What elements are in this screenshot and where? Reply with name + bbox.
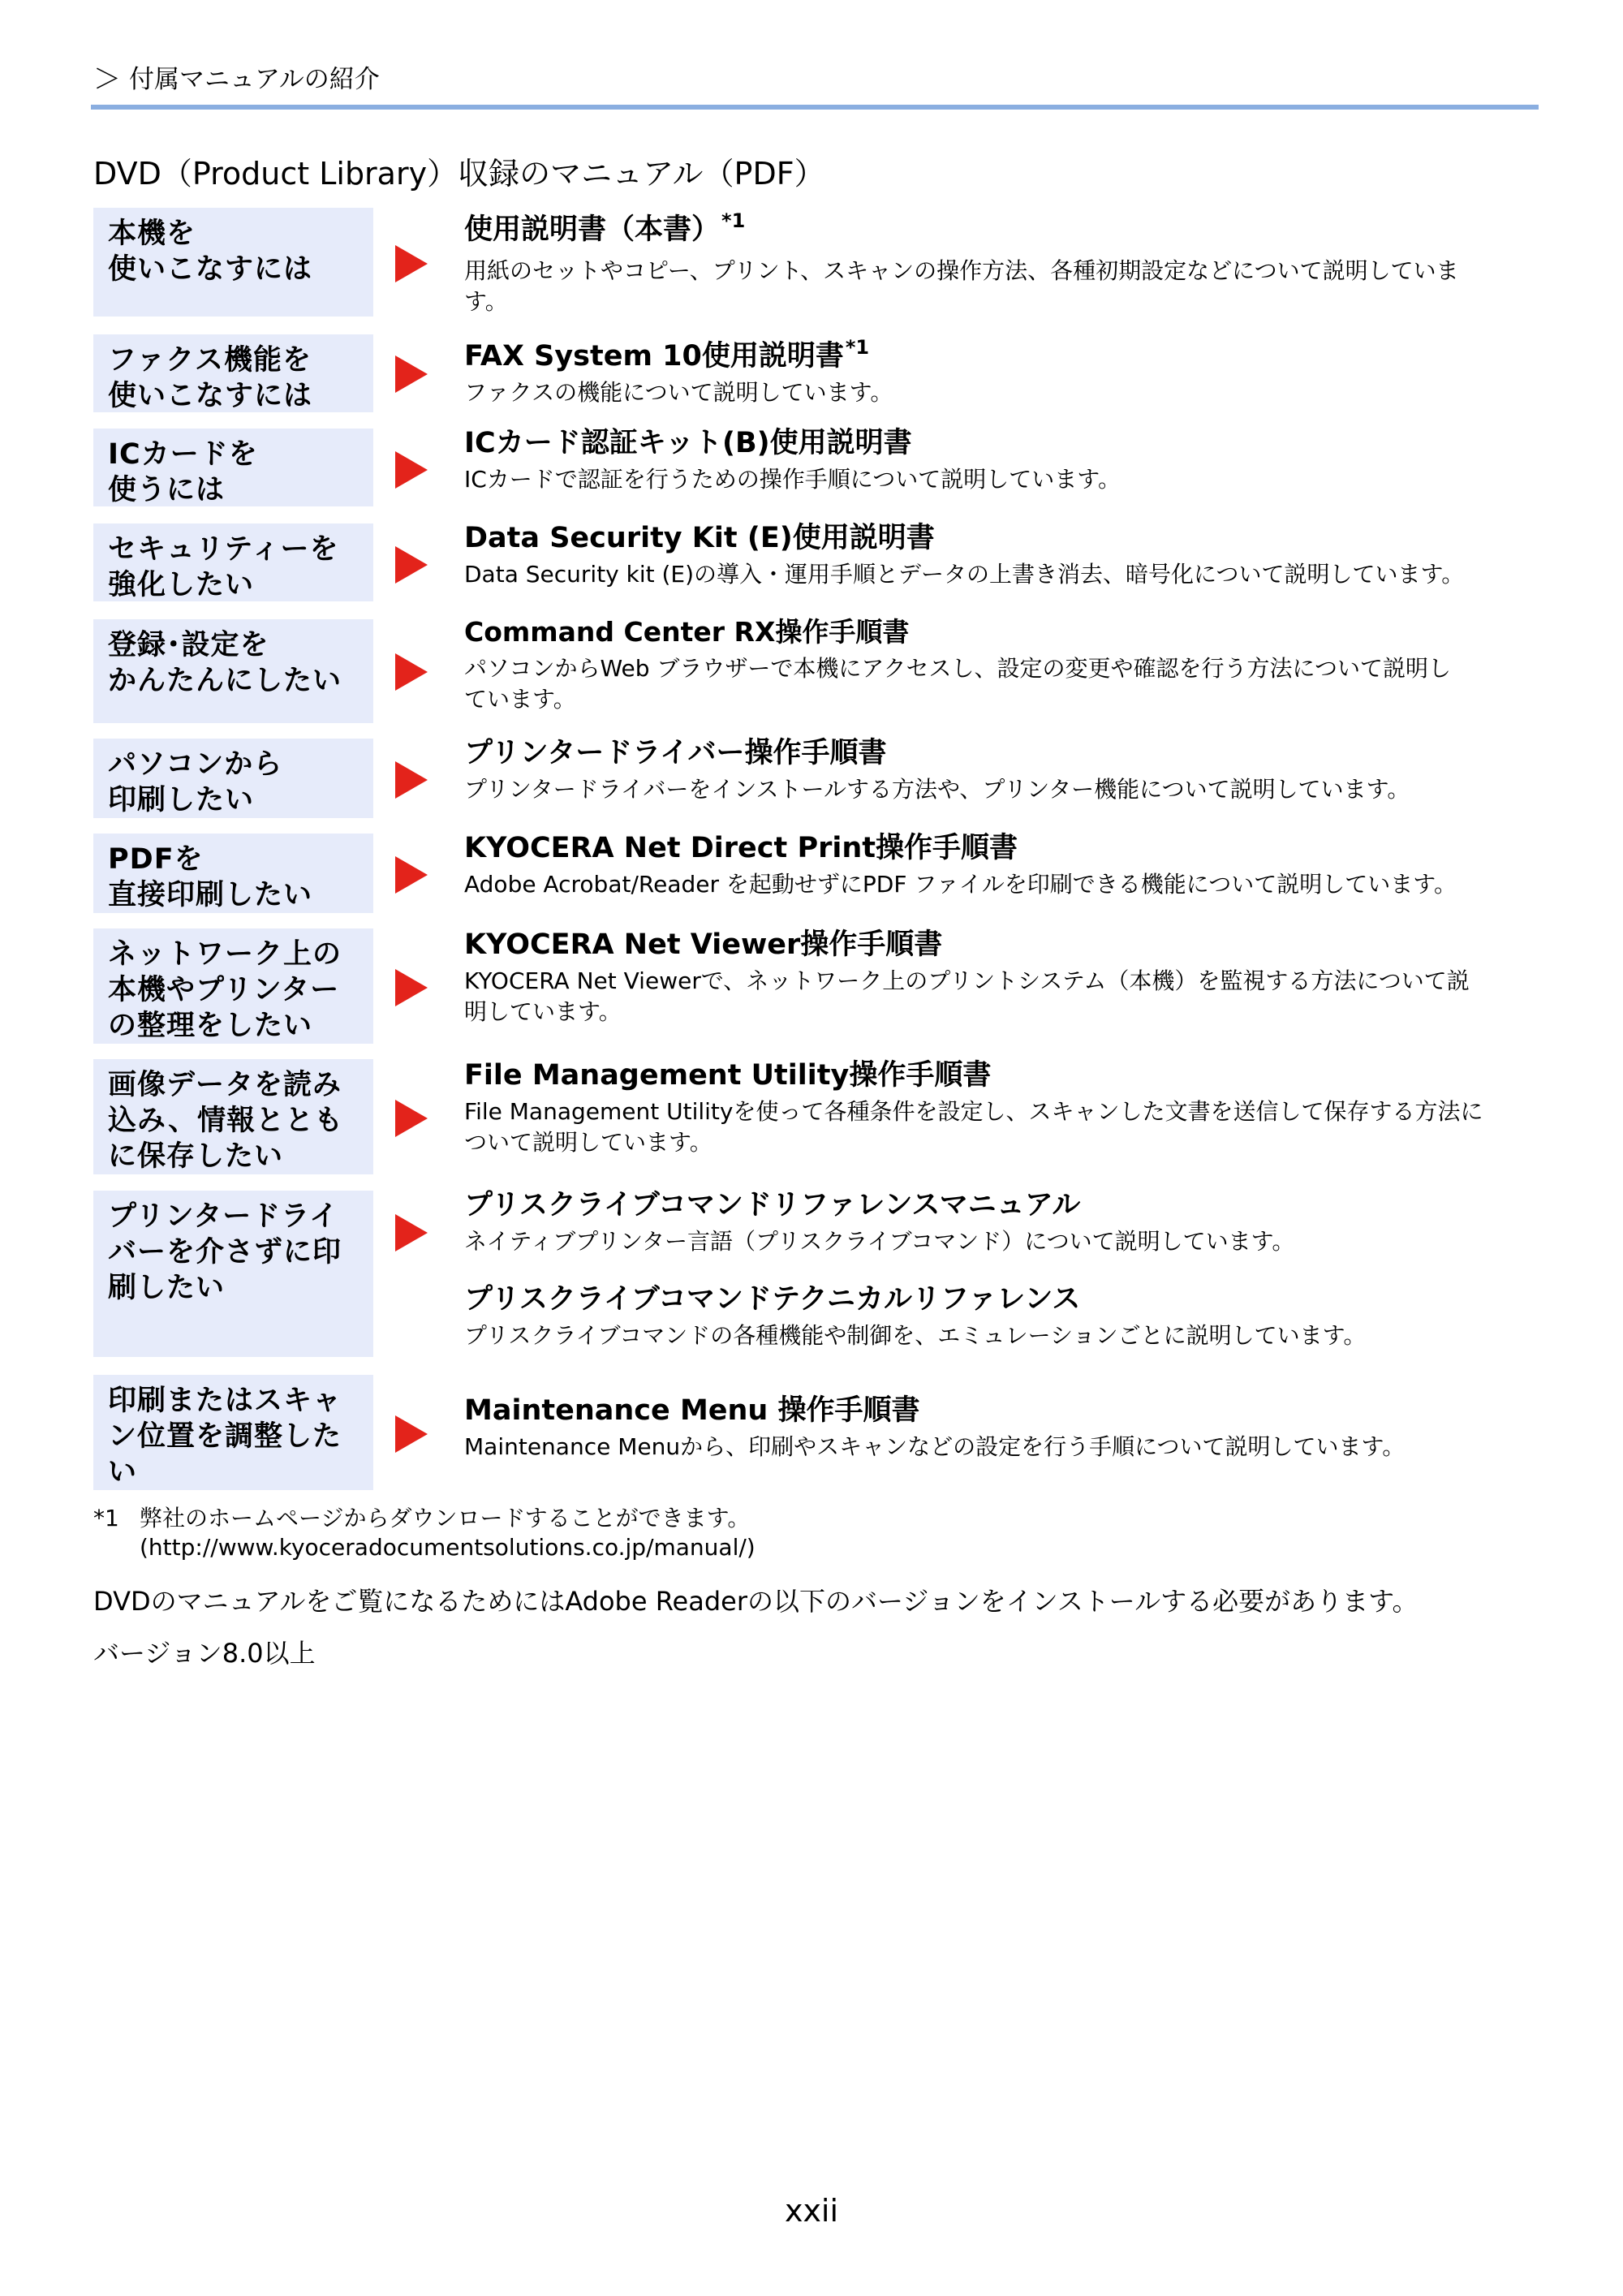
purpose-box <box>93 834 373 913</box>
chevron-right-icon: ＞ <box>93 63 121 96</box>
purpose-label: ネットワーク上の 本機やプリンター の整理をしたい <box>108 938 342 1042</box>
page-number: xxii <box>784 2193 839 2229</box>
manual-description: 用紙のセットやコピー、プリント、スキャンの操作方法、各種初期設定などについて説明していま す。 <box>464 257 1459 315</box>
arrow-right-icon <box>395 1415 428 1453</box>
header-divider <box>91 105 1539 110</box>
footnote-mark: *1 <box>93 1505 119 1531</box>
purpose-label: PDFを 直接印刷したい <box>108 843 313 911</box>
arrow-right-icon <box>395 653 428 691</box>
manual-description: KYOCERA Net Viewerで、ネットワーク上のプリントシステム（本機）を監視する方法について説 明しています。 <box>464 967 1470 1025</box>
purpose-label: パソコンから 印刷したい <box>108 748 283 816</box>
manual-entry <box>464 614 1535 715</box>
manual-entry <box>464 1058 1535 1158</box>
arrow-right-icon <box>395 546 428 584</box>
manual-entry <box>464 1393 1535 1462</box>
manual-description: ファクスの機能について説明しています。 <box>464 379 893 406</box>
purpose-box <box>93 1191 373 1357</box>
section-title: DVD（Product Library）収録のマニュアル（PDF） <box>93 156 825 192</box>
manual-entry <box>464 1282 1535 1351</box>
arrow-right-icon <box>395 451 428 489</box>
footnote-url[interactable]: (http://www.kyoceradocumentsolutions.co.jp/manual/) <box>140 1534 756 1561</box>
manual-title[interactable]: Maintenance Menu 操作手順書 <box>464 1394 920 1427</box>
arrow-right-icon <box>395 969 428 1006</box>
manual-description: ICカードで認証を行うための操作手順について説明しています。 <box>464 466 1121 493</box>
arrow-right-icon <box>395 355 428 393</box>
purpose-box <box>93 334 373 412</box>
manual-description: Data Security kit (E)の導入・運用手順とデータの上書き消去、暗号化について説明しています。 <box>464 561 1465 588</box>
manual-entry <box>464 735 1535 805</box>
manual-title[interactable]: ICカード認証キット(B)使用説明書 <box>464 427 912 459</box>
footnote-ref: *1 <box>721 209 746 232</box>
manual-title[interactable]: Command Center RX操作手順書 <box>464 616 910 648</box>
manual-entry <box>464 425 1535 495</box>
purpose-label: 画像データを読み 込み、情報ととも に保存したい <box>108 1069 344 1173</box>
arrow-right-icon <box>395 856 428 894</box>
arrow-right-icon <box>395 1214 428 1251</box>
manual-entry <box>464 830 1535 900</box>
manual-description: File Management Utilityを使って各種条件を設定し、スキャンした文書を送信して保存する方法に ついて説明しています。 <box>464 1098 1483 1156</box>
manual-title[interactable]: プリンタードライバー操作手順書 <box>464 737 887 769</box>
manual-description: Maintenance Menuから、印刷やスキャンなどの設定を行う手順について説明しています。 <box>464 1433 1406 1460</box>
purpose-box <box>93 1375 373 1490</box>
purpose-label: ファクス機能を 使いこなすには <box>108 344 313 412</box>
requirement-note: DVDのマニュアルをご覧になるためにはAdobe Readerの以下のバージョンをインストールする必要があります。 <box>93 1586 1419 1617</box>
manual-entry <box>464 520 1535 590</box>
manual-description: プリンタードライバーをインストールする方法や、プリンター機能について説明しています。 <box>464 776 1410 803</box>
footnote <box>93 1504 756 1562</box>
purpose-box <box>93 523 373 601</box>
purpose-box <box>93 208 373 317</box>
purpose-box <box>93 1059 373 1174</box>
purpose-label: 登録･設定を かんたんにしたい <box>108 629 342 697</box>
purpose-label: プリンタードライ バーを介さずに印 刷したい <box>108 1200 342 1304</box>
purpose-box <box>93 619 373 723</box>
purpose-box <box>93 928 373 1044</box>
manual-entry <box>464 330 1535 408</box>
purpose-label: セキュリティーを 強化したい <box>108 533 339 601</box>
footnote-text: 弊社のホームページからダウンロードすることができます。 <box>140 1505 751 1531</box>
manual-description: パソコンからWeb ブラウザーで本機にアクセスし、設定の変更や確認を行う方法について説明し ています。 <box>464 655 1451 713</box>
manual-entry <box>464 1187 1535 1257</box>
breadcrumb <box>93 57 380 97</box>
manual-description: ネイティブプリンター言語（プリスクライブコマンド）について説明しています。 <box>464 1228 1295 1255</box>
manual-title[interactable]: プリスクライブコマンドテクニカルリファレンス <box>464 1283 1081 1316</box>
purpose-label: ICカードを 使うには <box>108 438 258 506</box>
arrow-right-icon <box>395 245 428 282</box>
purpose-box <box>93 429 373 506</box>
arrow-right-icon <box>395 761 428 799</box>
version-note: バージョン8.0以上 <box>93 1638 316 1669</box>
manual-description: プリスクライブコマンドの各種機能や制御を、エミュレーションごとに説明しています。 <box>464 1322 1367 1349</box>
manual-title[interactable]: Data Security Kit (E)使用説明書 <box>464 522 935 554</box>
manual-title[interactable]: File Management Utility操作手順書 <box>464 1059 992 1092</box>
manual-title[interactable]: 使用説明書（本書）$^{*1}$ <box>464 209 746 246</box>
manual-entry <box>464 203 1535 317</box>
purpose-label: 本機を 使いこなすには <box>108 218 313 286</box>
breadcrumb-label[interactable]: 付属マニュアルの紹介 <box>129 65 380 94</box>
manual-title[interactable]: KYOCERA Net Viewer操作手順書 <box>464 928 943 961</box>
arrow-right-icon <box>395 1100 428 1137</box>
manual-entry <box>464 927 1535 1027</box>
footnote-ref: *1 <box>845 336 870 359</box>
manual-description: Adobe Acrobat/Reader を起動せずにPDF ファイルを印刷できる機能について説明しています。 <box>464 871 1457 898</box>
manual-title[interactable]: KYOCERA Net Direct Print操作手順書 <box>464 832 1018 864</box>
manual-title[interactable]: プリスクライブコマンドリファレンスマニュアル <box>464 1189 1081 1221</box>
manual-title[interactable]: FAX System 10使用説明書$^{*1}$ <box>464 336 870 373</box>
purpose-label: 印刷またはスキャ ン位置を調整した い <box>108 1385 342 1488</box>
purpose-box <box>93 739 373 818</box>
